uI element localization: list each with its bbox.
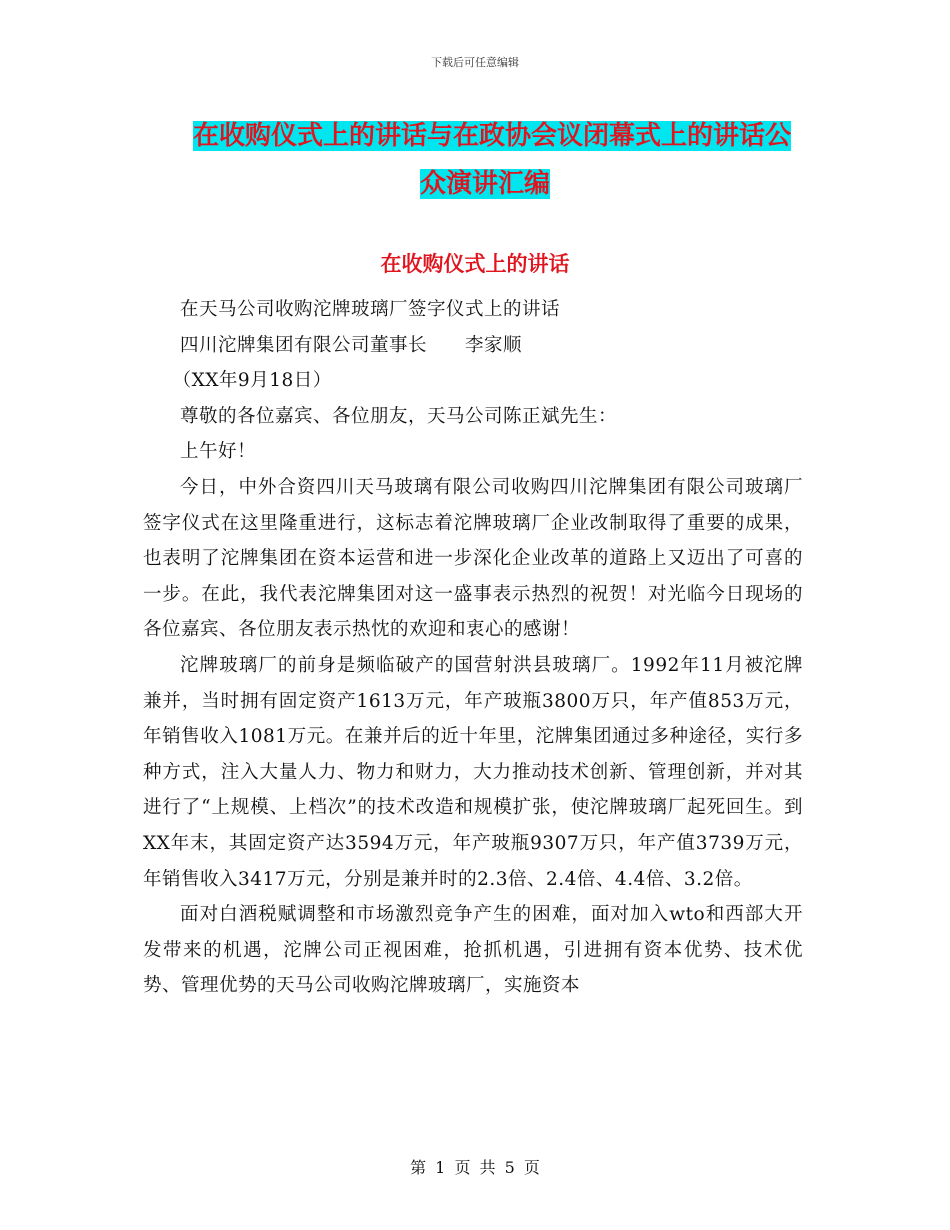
date-line: （XX年9月18日） [172, 370, 332, 392]
paragraph: 沱牌玻璃厂的前身是频临破产的国营射洪县玻璃厂。1992年11月被沱牌兼并，当时拥有固定资产1613万元，年产玻瓶3800万只，年产值853万元，年销售收入1081万元。在兼并后的近十年里，沱牌集团通过多种途径，实行多种方式，注入大量人力、物力和财力，大力推动技术创新、管理创新，并对其进行了“上规模、上档次”的技术改造和规模扩张，使沱牌玻璃厂起死回生。到XX年末，其固定资产达3594万元，年产玻瓶9307万只，年产值3739万元，年销售收入3417万元，分别是兼并时的2.3倍、2.4倍、4.4倍、3.2倍。 [143, 654, 803, 890]
page-footer: 第 1 页 共 5 页 [410, 1158, 540, 1177]
paragraph: 今日，中外合资四川天马玻璃有限公司收购四川沱牌集团有限公司玻璃厂签字仪式在这里隆重进行，这标志着沱牌玻璃厂企业改制取得了重要的成果，也表明了沱牌集团在资本运营和进一步深化企业改革的道路上又迈出了可喜的一步。在此，我代表沱牌集团对这一盛事表示热烈的祝贺！对光临今日现场的各位嘉宾、各位朋友表示热忱的欢迎和衷心的感谢！ [143, 476, 803, 641]
header-note: 下载后可任意编辑 [431, 56, 519, 69]
salutation: 尊敬的各位嘉宾、各位朋友，天马公司陈正斌先生： [180, 405, 618, 427]
speaker-line: 四川沱牌集团有限公司董事长 李家顺 [180, 334, 523, 356]
title-line-1 [145, 112, 825, 160]
title-line-2-text: 众演讲汇编 [419, 169, 550, 199]
speech-heading: 在天马公司收购沱牌玻璃厂签字仪式上的讲话 [180, 299, 561, 320]
section-title: 在收购仪式上的讲话 [380, 252, 570, 276]
title-line-1-text: 在收购仪式上的讲话与在政协会议闭幕式上的讲话公 [193, 121, 792, 151]
title-line-2 [145, 160, 825, 208]
paragraph: 面对白酒税赋调整和市场激烈竞争产生的困难，面对加入wto和西部大开发带来的机遇，沱牌公司正视困难，抢抓机遇，引进拥有资本优势、技术优势、管理优势的天马公司收购沱牌玻璃厂，实施资本 [143, 904, 803, 997]
body-text [143, 292, 803, 1004]
greeting: 上午好！ [180, 441, 257, 463]
document-title [145, 112, 825, 208]
